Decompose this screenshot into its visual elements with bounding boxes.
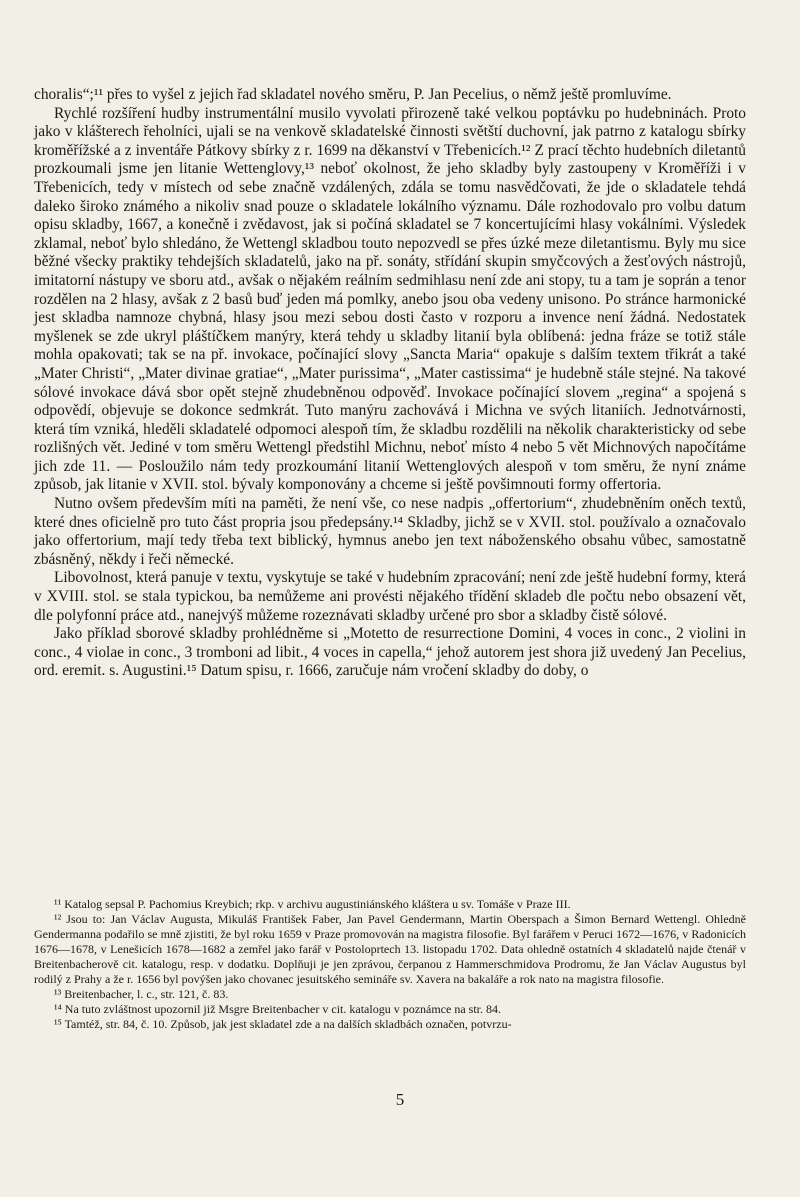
paragraph: Rychlé rozšíření hudby instrumentální musilo vyvolati přirozeně také velkou poptávku po hudebninách. Proto jako v klášterech řeholníci, ujali se na venkově skladatelské činnosti světští duchovní, jak patrno z katalogu sbírky kroměřížské a z inventáře Pátkovy sbírky z r. 1699 na děkanství v Třebenicích.¹² Z prací těchto hudebních diletantů prozkoumali jsme jen litanie Wettenglovy,¹³ neboť okolnost, že jeho skladby byly zastoupeny v Kroměříži i v Třebenicích, tedy v místech od sebe značně vzdálených, zdála se tomu nasvědčovati, že jde o skladatele tehdá daleko široko známého a nikoliv snad pouze o skladatele lokálního významu. Dále rozhodovalo pro volbu datum opisu skladby, 1667, a konečně i zvědavost, jak si počíná skladatel se 7 koncertujícími hlasy vokálními. Výsledek zklamal, neboť bylo shledáno, že Wettengl skladbou touto nepozvedl se přes úzké meze diletantismu. Byly mu sice běžné všecky praktiky tehdejších skladatelů, jako na př. sonáty, střídání skupin smyčcových a žesťových nástrojů, imitatorní nástupy ve sboru atd., avšak o nějakém reálním sedmihlasu není zde ani stopy, tu a tam je soprán a tenor rozdělen na 2 hlasy, avšak z 2 basů buď jeden má pomlky, anebo jsou oba vedeny unisono. Po stránce harmonické jest skladba namnoze chybná, hlasy jsou mezi sebou dosti často v rozporu a invence není žádná. Nedostatek myšlenek se zde ukryl pláštíčkem manýry, která tehdy u skladby litanií byla oblíbená: jedna fráze se totiž stále mohla opakovati; tak se na př. invokace, počínající slovy „Sancta Maria“ opakuje s dalším textem třikrát a také „Mater Christi“, „Mater divinae gratiae“, „Mater purissima“, „Mater castissima“ je hudebně stále stejné. Na takové sólové invokace dává sbor opět stejně zhudebněnou odpověď. Invokace počínající slovem „regina“ a spojená s odpovědí, objevuje se dokonce sedmkrát. Tuto manýru zachovává i Michna ve svých litaniích. Jednotvárnosti, která tím vzniká, hleděli skladatelé odpomoci alespoň tím, že skladbu rozdělili na několik charakteristicky od sebe rozlišných vět. Jediné v tom směru Wettengl předstihl Michnu, neboť místo 4 nebo 5 vět Michnových napočítáme jich zde 11. — Posloužilo nám tedy prozkoumání litanií Wettenglových alespoň v tom směru, že nyní známe způsob, jak litanie v XVII. stol. bývaly komponovány a chceme si ještě povšimnouti formy offertoria. — [34, 104, 746, 494]
paragraph: choralis“;¹¹ přes to vyšel z jejich řad skladatel nového směru, P. Jan Pecelius, o němž ještě promluvíme. — [34, 86, 672, 103]
page-number: 5 — [395, 1090, 405, 1109]
footnote: ¹⁵ Tamtéž, str. 84, č. 10. Způsob, jak jest skladatel zde a na dalších skladbách označen, potvrzu- — [54, 1017, 512, 1031]
footnote: ¹¹ Katalog sepsal P. Pachomius Kreybich; rkp. v archivu augustiniánského kláštera u sv. Tomáše v Praze III. — [54, 897, 571, 911]
footnote: ¹² Jsou to: Jan Václav Augusta, Mikuláš František Faber, Jan Pavel Gendermann, Martin Oberspach a Šimon Bernard Wettengl. Ohledně Gendermanna podařilo se mně zjistiti, že byl roku 1659 v Praze promovován na magistra filosofie. Byl farářem v Peruci 1672—1676, v Radonicích 1676—1678, v Lenešicích 1678—1682 a zemřel jako farář v Postoloprtech 13. listopadu 1702. Data ohledně ostatních 4 skladatelů najde čtenář v Breitenbacherově cit. katalogu, resp. v dodatku. Doplňuji je jen zprávou, čerpanou z Hammerschmidova Prodromu, že Jan Václav Augustus byl rodilý z Prahy a že r. 1656 byl povýšen jako chovanec jesuitského semináře sv. Xavera na bakaláře a rok nato na magistra filosofie. — [34, 912, 746, 986]
main-text — [34, 86, 746, 681]
paragraph: Nutno ovšem především míti na paměti, že není vše, co nese nadpis „offertorium“, zhudebněním oněch textů, které dnes oficielně pro tuto část propria jsou předepsány.¹⁴ Skladby, jichž se v XVII. stol. používalo a označovalo jako offertorium, mají tedy třeba text biblický, hymnus anebo jen text náboženského obsahu vůbec, samostatně zbásněný, někdy i řeči německé. — [34, 495, 746, 568]
footnotes — [34, 897, 746, 1032]
footnote: ¹³ Breitenbacher, l. c., str. 121, č. 83. — [54, 987, 229, 1001]
paragraph: Libovolnost, která panuje v textu, vyskytuje se také v hudebním zpracování; není zde ještě hudební formy, která v XVIII. stol. se stala typickou, ba nemůžeme ani provésti nějakého třídění skladeb dle počtu nebo obsazení vět, dle polyfonní práce atd., nanejvýš můžeme rozeznávati skladby určené pro sbor a skladby čistě sólové. — [34, 569, 746, 624]
paragraph: Jako příklad sborové skladby prohlédněme si „Motetto de resurrectione Domini, 4 voces in conc., 2 violini in conc., 4 violae in conc., 3 tromboni ad libit., 4 voces in capella,“ jehož autorem jest shora již uvedený Jan Pecelius, ord. eremit. s. Augustini.¹⁵ Datum spisu, r. 1666, zaručuje nám vročení skladby do doby, o — [34, 625, 746, 680]
footnote: ¹⁴ Na tuto zvláštnost upozornil již Msgre Breitenbacher v cit. katalogu v poznámce na str. 84. — [54, 1002, 501, 1016]
